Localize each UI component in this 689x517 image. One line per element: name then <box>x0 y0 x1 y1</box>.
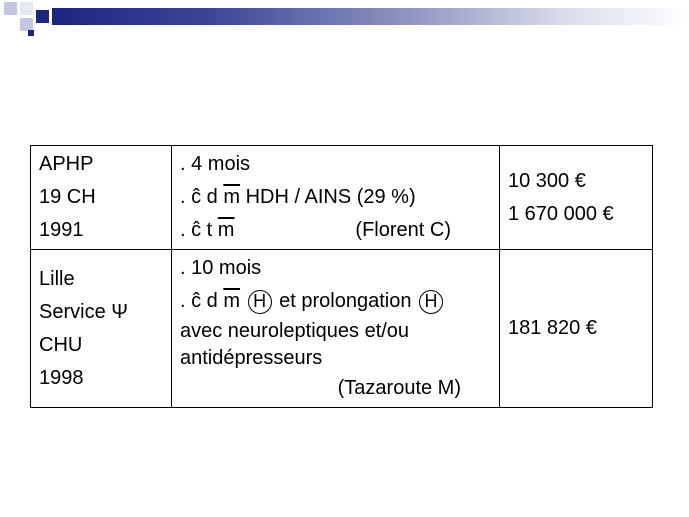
cost-value: 10 300 € <box>508 169 586 192</box>
circled-h-icon: H <box>419 290 443 314</box>
author-ref: (Florent C) <box>355 219 451 241</box>
decor-square <box>4 2 17 15</box>
cell-line: Service Ψ <box>39 300 128 323</box>
cell-line: . ĉ d $\overline{m}$ H et prolongation H <box>180 285 491 318</box>
decor-square <box>28 30 34 36</box>
decor-square <box>36 10 49 23</box>
table-cell-cost <box>500 146 653 250</box>
decor-square <box>20 2 33 15</box>
cost-value: 181 820 € <box>508 317 597 339</box>
cell-line: Lille <box>39 267 75 290</box>
table-cell-cost <box>500 250 653 408</box>
cell-line: 1991 <box>39 219 84 241</box>
table-row <box>31 146 653 250</box>
cell-line: . ĉ d $\overline{m}$ HDH / AINS (29 %) <box>180 186 416 208</box>
table-cell-institution <box>31 250 172 408</box>
data-table <box>30 145 653 408</box>
table-cell-institution <box>31 146 172 250</box>
cell-line: . 10 mois <box>180 257 262 279</box>
cell-line: CHU <box>39 333 83 356</box>
cell-line: 19 CH <box>39 186 96 208</box>
header-gradient-bar <box>52 8 689 25</box>
cell-line: 1998 <box>39 366 84 389</box>
cell-line: . ĉ t $\overline{m}$ (Florent C) <box>180 214 491 247</box>
table-cell-details <box>172 250 500 408</box>
author-ref: (Tazaroute M) <box>337 377 461 399</box>
cost-value: 1 670 000 € <box>508 202 614 225</box>
cell-line: avec neuroleptiques et/ou antidépresseurs <box>180 320 410 369</box>
cell-line: APHP <box>39 153 94 175</box>
circled-h-icon: H <box>248 290 272 314</box>
table-row <box>31 250 653 408</box>
cell-line: . 4 mois <box>180 153 251 175</box>
table-cell-details <box>172 146 500 250</box>
